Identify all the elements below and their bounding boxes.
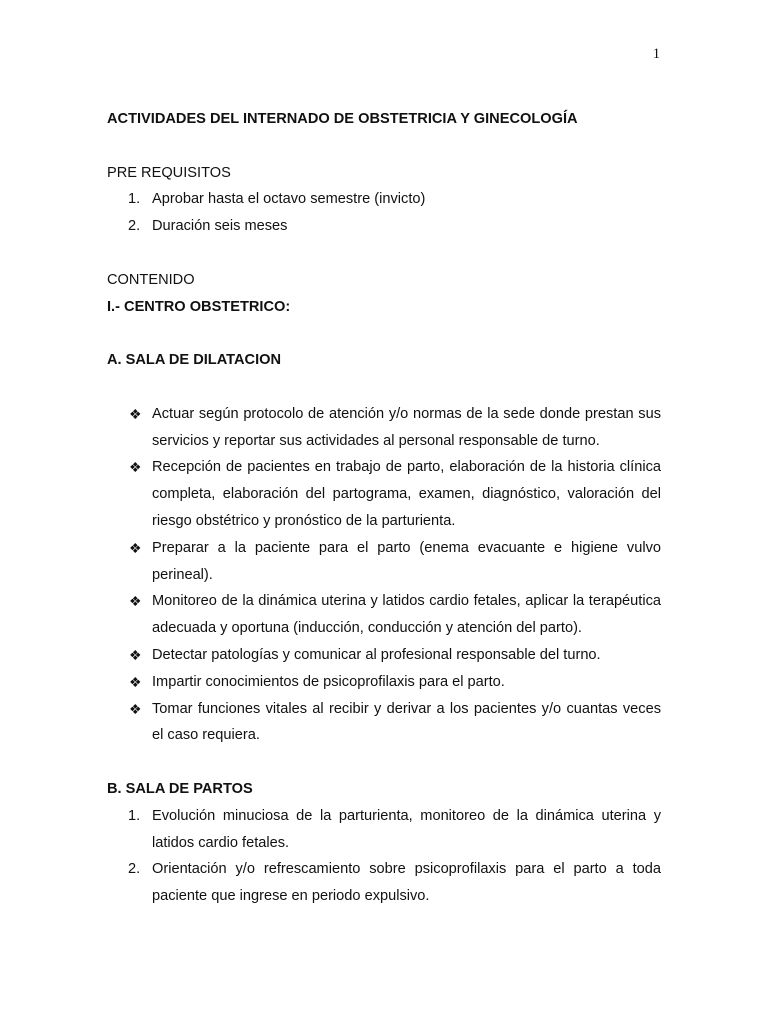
list-marker: 2. — [128, 861, 141, 878]
diamond-bullet-icon: ❖ — [129, 539, 142, 556]
list-item-text: Tomar funciones vitales al recibir y derivar a los pacientes y/o cuantas veces el caso requiera. — [152, 700, 661, 744]
content-heading: CONTENIDO — [107, 271, 195, 288]
list-item-text: Aprobar hasta el octavo semestre (invicto) — [152, 191, 426, 208]
list-item — [107, 856, 661, 910]
diamond-bullet-icon: ❖ — [129, 700, 142, 717]
document-body — [107, 106, 661, 910]
list-item — [107, 454, 661, 534]
prerequisites-list — [107, 186, 661, 240]
page-number: 1 — [652, 46, 660, 62]
sala-dilatacion-list — [107, 401, 661, 749]
diamond-bullet-icon: ❖ — [129, 673, 142, 690]
diamond-bullet-icon: ❖ — [129, 646, 142, 663]
list-marker: 1. — [128, 807, 141, 824]
diamond-bullet-icon: ❖ — [129, 459, 142, 476]
list-item-text: Orientación y/o refrescamiento sobre psicoprofilaxis para el parto a toda paciente que ingrese en periodo expulsivo. — [152, 861, 661, 905]
list-item-text: Actuar según protocolo de atención y/o normas de la sede donde prestan sus servicios y reportar sus actividades al personal responsable de turno. — [152, 405, 661, 449]
list-item — [107, 642, 661, 669]
list-item-text: Detectar patologías y comunicar al profesional responsable del turno. — [152, 646, 601, 663]
list-marker: 1. — [128, 191, 141, 208]
diamond-bullet-icon: ❖ — [129, 405, 142, 422]
sala-partos-heading: B. SALA DE PARTOS — [107, 780, 253, 797]
list-item-text: Impartir conocimientos de psicoprofilaxis para el parto. — [152, 673, 505, 690]
list-item-text: Duración seis meses — [152, 218, 288, 235]
prerequisites-heading: PRE REQUISITOS — [107, 164, 231, 181]
list-item — [107, 213, 661, 240]
list-item — [107, 669, 661, 696]
document-title: ACTIVIDADES DEL INTERNADO DE OBSTETRICIA Y GINECOLOGÍA — [107, 111, 578, 127]
sala-dilatacion-heading: A. SALA DE DILATACION — [107, 352, 282, 369]
list-item-text: Preparar a la paciente para el parto (enema evacuante e higiene vulvo perineal). — [152, 539, 661, 583]
diamond-bullet-icon: ❖ — [129, 593, 142, 610]
section-heading: I.- CENTRO OBSTETRICO: — [107, 298, 291, 315]
list-item — [107, 696, 661, 750]
list-item-text: Monitoreo de la dinámica uterina y latidos cardio fetales, aplicar la terapéutica adecuada y oportuna (inducción, conducción y atención del parto). — [152, 593, 661, 637]
list-item — [107, 186, 661, 213]
list-item — [107, 401, 661, 455]
list-item-text: Evolución minuciosa de la parturienta, monitoreo de la dinámica uterina y latidos cardio fetales. — [152, 807, 661, 851]
list-item — [107, 535, 661, 589]
list-item — [107, 588, 661, 642]
sala-partos-list — [107, 803, 661, 910]
list-item-text: Recepción de pacientes en trabajo de parto, elaboración de la historia clínica completa, elaboración del partograma, examen, diagnóstico, valoración del riesgo obstétrico y pronóstico de la parturienta. — [152, 459, 661, 529]
list-item — [107, 803, 661, 857]
list-marker: 2. — [128, 218, 141, 235]
